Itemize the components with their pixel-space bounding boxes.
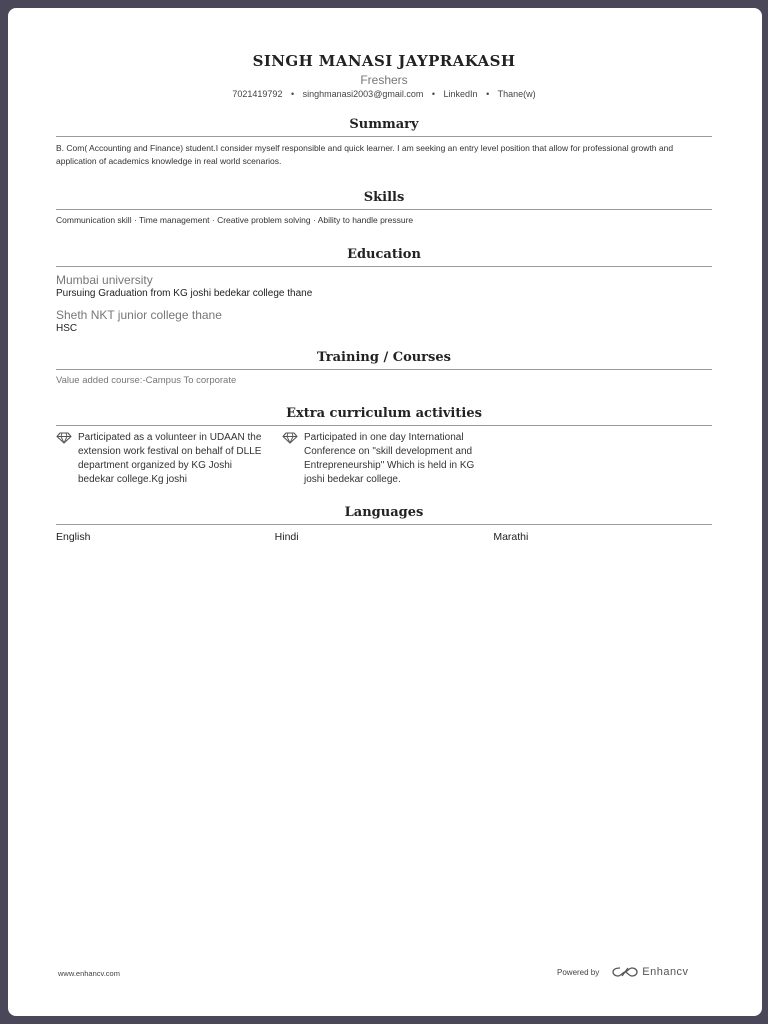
footer-branding	[557, 965, 689, 979]
language-item: English	[56, 531, 91, 543]
languages-section	[56, 505, 712, 543]
activity-text: Participated as a volunteer in UDAAN the extension work festival on behalf of DLLE department organized by KG Joshi bedekar college.Kg joshi	[78, 432, 262, 485]
phone-number: 7021419792	[232, 89, 283, 99]
skills-heading: Skills	[56, 190, 712, 210]
activity-text: Participated in one day International Conference on "skill development and Entrepreneurship" Which is held in KG joshi bedekar college.	[304, 432, 475, 485]
degree: HSC	[56, 323, 78, 334]
contact-line	[56, 89, 712, 99]
candidate-title: Freshers	[360, 73, 408, 87]
education-section	[56, 247, 712, 334]
brand-name: Enhancv	[642, 966, 689, 978]
language-item: Hindi	[274, 531, 299, 543]
enhancv-logo-icon	[611, 965, 639, 979]
resume-page	[8, 8, 762, 1016]
location: Thane(w)	[497, 89, 536, 99]
language-item: Marathi	[493, 531, 529, 543]
activity-item	[56, 431, 282, 487]
summary-text: B. Com( Accounting and Finance) student.I consider myself responsible and quick learner. I am seeking an entry level position that allow for professional growth and application of academics knowledge in real world scenarios.	[56, 143, 674, 166]
resume-content	[56, 52, 712, 543]
email-address: singhmanasi2003@gmail.com	[302, 89, 424, 99]
contact-separator: •	[431, 89, 436, 99]
school-name: Sheth NKT junior college thane	[56, 308, 222, 322]
contact-separator: •	[290, 89, 295, 99]
resume-header	[56, 52, 712, 99]
skills-section	[56, 190, 712, 225]
education-entry	[56, 308, 712, 334]
activities-list	[56, 431, 712, 487]
footer-website[interactable]: www.enhancv.com	[58, 969, 120, 978]
education-entry	[56, 273, 712, 299]
diamond-icon	[282, 432, 298, 444]
extra-curricular-heading: Extra curriculum activities	[56, 406, 712, 426]
training-heading: Training / Courses	[56, 350, 712, 370]
diamond-icon	[56, 432, 72, 444]
training-section	[56, 350, 712, 386]
linkedin-link[interactable]: LinkedIn	[443, 89, 478, 99]
skills-list: Communication skill · Time management · Creative problem solving · Ability to handle pressure	[56, 215, 414, 225]
summary-section	[56, 117, 712, 168]
school-name: Mumbai university	[56, 273, 153, 287]
training-text: Value added course:-Campus To corporate	[56, 375, 237, 386]
degree: Pursuing Graduation from KG joshi bedekar college thane	[56, 288, 313, 299]
languages-heading: Languages	[56, 505, 712, 525]
extra-curricular-section	[56, 406, 712, 487]
contact-separator: •	[486, 89, 490, 99]
languages-list	[56, 531, 712, 543]
education-heading: Education	[56, 247, 712, 267]
summary-heading: Summary	[56, 117, 712, 137]
activity-item	[282, 431, 508, 487]
candidate-name: SINGH MANASI JAYPRAKASH	[252, 52, 516, 70]
powered-by-label: Powered by	[557, 967, 600, 977]
